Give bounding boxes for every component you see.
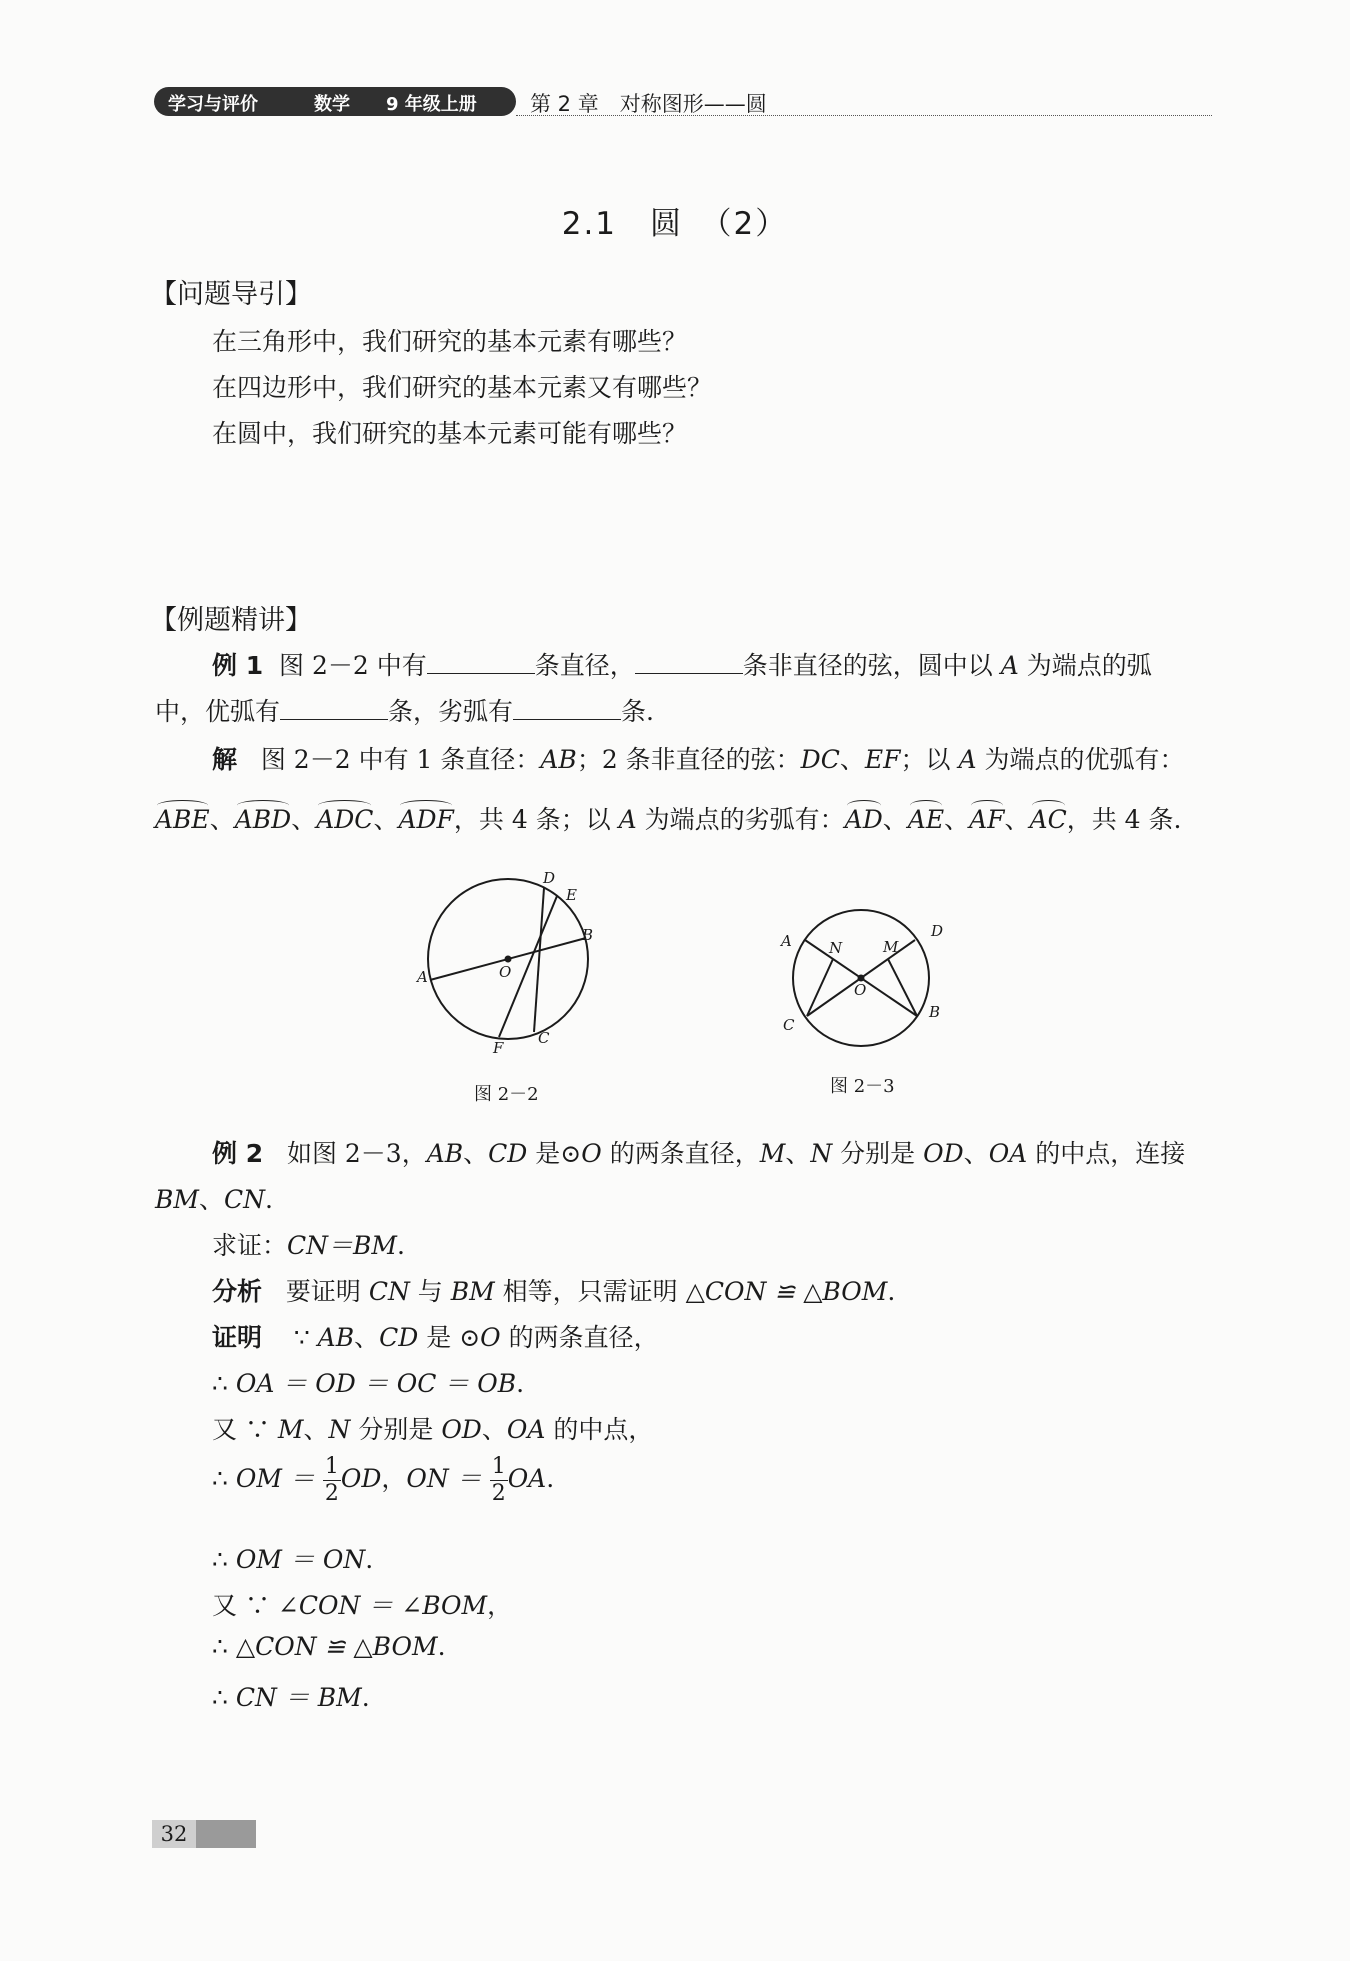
- proof-label: 证明: [212, 1323, 263, 1352]
- fig2-label-D: D: [931, 922, 944, 940]
- fig2-label-N: N: [829, 939, 843, 957]
- fig1-label-A: A: [417, 968, 428, 986]
- arc-AC: AC: [1029, 805, 1067, 834]
- arc-ADF: ADF: [398, 805, 454, 834]
- figure-2-3: [770, 900, 960, 1060]
- proof-line-4: ∴ OM ＝ $\frac{1}{2}$ OD，ON ＝ $\frac{1}{2}$ OA.: [212, 1454, 555, 1506]
- header-book-title: 学习与评价: [168, 94, 258, 115]
- fig2-label-A: A: [781, 932, 792, 950]
- fig1-chord-DC: [534, 888, 544, 1032]
- header-chapter: 第 2 章 对称图形——圆: [530, 92, 767, 116]
- proof-line-8: ∴ CN ＝ BM.: [212, 1683, 370, 1712]
- header-subject: 数学: [314, 94, 350, 115]
- proof-line-2: ∴ OA ＝ OD ＝ OC ＝ OB.: [212, 1369, 525, 1398]
- arc-ADC: ADC: [316, 805, 374, 834]
- answer-blank[interactable]: [635, 653, 743, 674]
- arc-ABE: ABE: [155, 805, 210, 834]
- proof-line-7: ∴ △CON ≌ △BOM.: [212, 1632, 446, 1661]
- fig2-label-O: O: [854, 981, 867, 999]
- example-1-line-1: 例 1 图 2－2 中有 条直径， 条非直径的弦，圆中以 A 为端点的弧: [212, 651, 1152, 680]
- example-1-label: 例 1: [212, 651, 264, 680]
- fig1-center-point: [505, 956, 512, 963]
- proof-line-6: 又 ∵ ∠CON ＝ ∠BOM，: [212, 1591, 513, 1620]
- example-2-line-1: 例 2 如图 2－3，AB、CD 是⊙O 的两条直径，M、N 分别是 OD、OA 的中点，连接: [212, 1139, 1186, 1168]
- answer-blank[interactable]: [280, 699, 388, 720]
- figure-2-2: [410, 870, 610, 1060]
- section-title: 2.1 圆 （2）: [561, 206, 789, 242]
- header-book-banner: [154, 87, 516, 116]
- guide-line-2: 在四边形中，我们研究的基本元素又有哪些？: [212, 373, 713, 402]
- fraction-one-half: $\frac{1}{2}$: [491, 1454, 506, 1506]
- solution-1-line-1: 解 图 2－2 中有 1 条直径：AB；2 条非直径的弦：DC、EF；以 A 为端点的优弧有：: [212, 745, 1185, 774]
- fig1-label-E: E: [566, 886, 577, 904]
- fig2-label-M: M: [883, 938, 899, 956]
- fig1-label-F: F: [493, 1039, 504, 1057]
- running-header: [154, 84, 1214, 120]
- arc-ABD: ABD: [234, 805, 292, 834]
- fig2-label-C: C: [783, 1016, 795, 1034]
- fig1-label-C: C: [538, 1029, 550, 1047]
- figure-2-2-caption: 图 2－2: [474, 1084, 539, 1105]
- header-grade: 9 年级上册: [386, 94, 477, 115]
- prove-statement: 求证：CN＝BM.: [212, 1231, 405, 1260]
- arc-AE: AE: [907, 805, 945, 834]
- answer-blank[interactable]: [513, 699, 621, 720]
- arc-AD: AD: [844, 805, 883, 834]
- guide-heading: 【问题导引】: [150, 279, 312, 310]
- solution-1-line-2: ABE、ABD、ADC、ADF，共 4 条；以 A 为端点的劣弧有：AD、AE、AF、AC，共 4 条.: [155, 805, 1182, 834]
- analysis-line: 分析 要证明 CN 与 BM 相等，只需证明 △CON ≌ △BOM.: [212, 1277, 896, 1306]
- example-2-label: 例 2: [212, 1139, 264, 1168]
- figure-2-3-caption: 图 2－3: [830, 1076, 895, 1097]
- fig1-label-B: B: [582, 926, 594, 944]
- page-number-tab: [152, 1820, 256, 1848]
- examples-heading: 【例题精讲】: [150, 605, 312, 636]
- fig2-label-B: B: [929, 1003, 941, 1021]
- proof-line-3: 又 ∵ M、N 分别是 OD、OA 的中点，: [212, 1415, 654, 1444]
- guide-line-3: 在圆中，我们研究的基本元素可能有哪些？: [212, 419, 688, 448]
- fig1-label-O: O: [499, 963, 512, 981]
- header-rule: [516, 115, 1212, 116]
- proof-line-1: 证明 ∵ AB、CD 是 ⊙O 的两条直径，: [212, 1323, 659, 1352]
- analysis-label: 分析: [212, 1277, 263, 1306]
- page-number: 32: [152, 1820, 196, 1848]
- guide-line-1: 在三角形中，我们研究的基本元素有哪些？: [212, 327, 688, 356]
- answer-blank[interactable]: [427, 653, 535, 674]
- example-2-line-2: BM、CN.: [155, 1185, 273, 1214]
- example-1-line-2: 中，优弧有 条，劣弧有 条.: [155, 697, 654, 726]
- arc-AF: AF: [969, 805, 1005, 834]
- fig1-label-D: D: [543, 870, 556, 887]
- fraction-one-half: $\frac{1}{2}$: [324, 1454, 339, 1506]
- proof-line-5: ∴ OM ＝ ON.: [212, 1545, 374, 1574]
- fig2-segment-BM: [888, 959, 917, 1016]
- solution-label: 解: [212, 745, 238, 774]
